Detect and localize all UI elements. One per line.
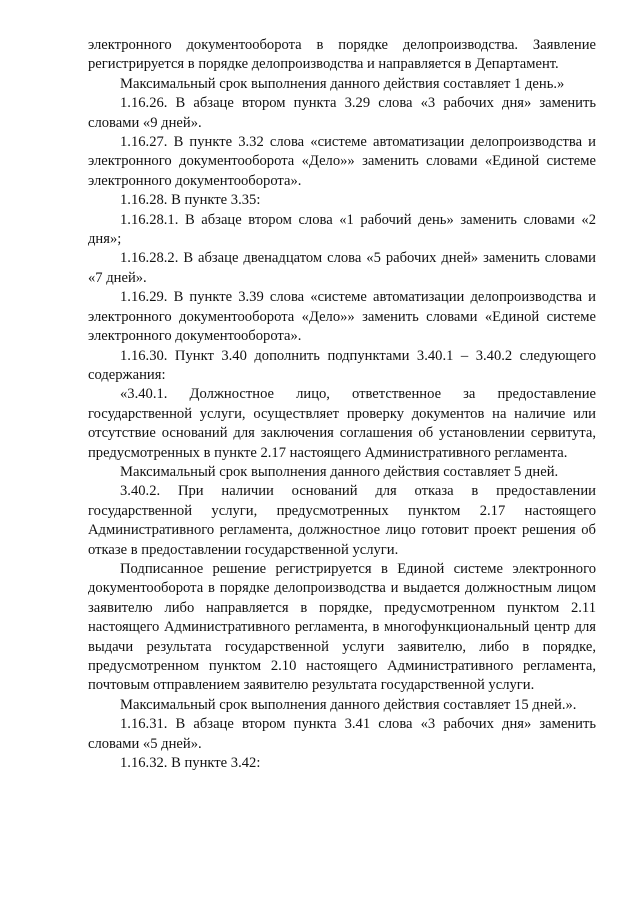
- paragraph-1-16-27: 1.16.27. В пункте 3.32 слова «системе автоматизации делопроизводства и электронного документооборота «Дело»» заменить словами «Единой системе электронного документооборота».: [88, 134, 596, 189]
- paragraph-1-16-28: 1.16.28. В пункте 3.35:: [120, 192, 261, 209]
- paragraph-1-16-31: 1.16.31. В абзаце втором пункта 3.41 слова «3 рабочих дня» заменить словами «5 дней».: [88, 716, 596, 752]
- paragraph-1-16-32: 1.16.32. В пункте 3.42:: [120, 755, 261, 772]
- paragraph-3-40-2: 3.40.2. При наличии оснований для отказа в предоставлении государственной услуги, предусмотренных пунктом 2.17 настоящего Административного регламента, должностное лицо готовит проект решения об отказе в предоставлении государственной услуги.: [88, 483, 596, 558]
- paragraph-max-term-1-day: Максимальный срок выполнения данного действия составляет 1 день.»: [120, 75, 565, 92]
- paragraph-1-16-29: 1.16.29. В пункте 3.39 слова «системе автоматизации делопроизводства и электронного документооборота «Дело»» заменить словами «Единой системе электронного документооборота».: [88, 289, 596, 345]
- paragraph-signed-decision: Подписанное решение регистрируется в Единой системе электронного документооборота в порядке делопроизводства и выдается должностным лицом заявителю либо направляется в порядке, предусмотренном пунктом 2.11 настоящего Административного регламента, в многофункциональный центр для выдачи результата государственной услуги заявителю, либо в порядке, предусмотренном пунктом 2.10 настоящего Административного регламента, почтовым отправлением заявителю результата государственной услуги.: [88, 560, 596, 694]
- paragraph-1-16-28-2: 1.16.28.2. В абзаце двенадцатом слова «5 рабочих дней» заменить словами «7 дней».: [88, 250, 596, 286]
- paragraph-1-16-26: 1.16.26. В абзаце втором пункта 3.29 слова «3 рабочих дня» заменить словами «9 дней».: [88, 95, 596, 131]
- paragraph-continuation: электронного документооборота в порядке делопроизводства. Заявление регистрируется в порядке делопроизводства и направляется в Департамент.: [88, 37, 596, 73]
- paragraph-max-term-5-days: Максимальный срок выполнения данного действия составляет 5 дней.: [120, 463, 559, 480]
- paragraph-3-40-1: «3.40.1. Должностное лицо, ответственное за предоставление государственной услуги, осуществляет проверку документов на наличие или отсутствие оснований для заключения соглашения об установлении сервитута, предусмотренных в пункте 2.17 настоящего Административного регламента.: [88, 386, 596, 461]
- paragraph-max-term-15-days: Максимальный срок выполнения данного действия составляет 15 дней.».: [120, 696, 577, 713]
- paragraph-1-16-30: 1.16.30. Пункт 3.40 дополнить подпунктами 3.40.1 – 3.40.2 следующего содержания:: [88, 347, 596, 383]
- paragraph-1-16-28-1: 1.16.28.1. В абзаце втором слова «1 рабочий день» заменить словами «2 дня»;: [88, 211, 596, 248]
- document-page: [88, 36, 596, 773]
